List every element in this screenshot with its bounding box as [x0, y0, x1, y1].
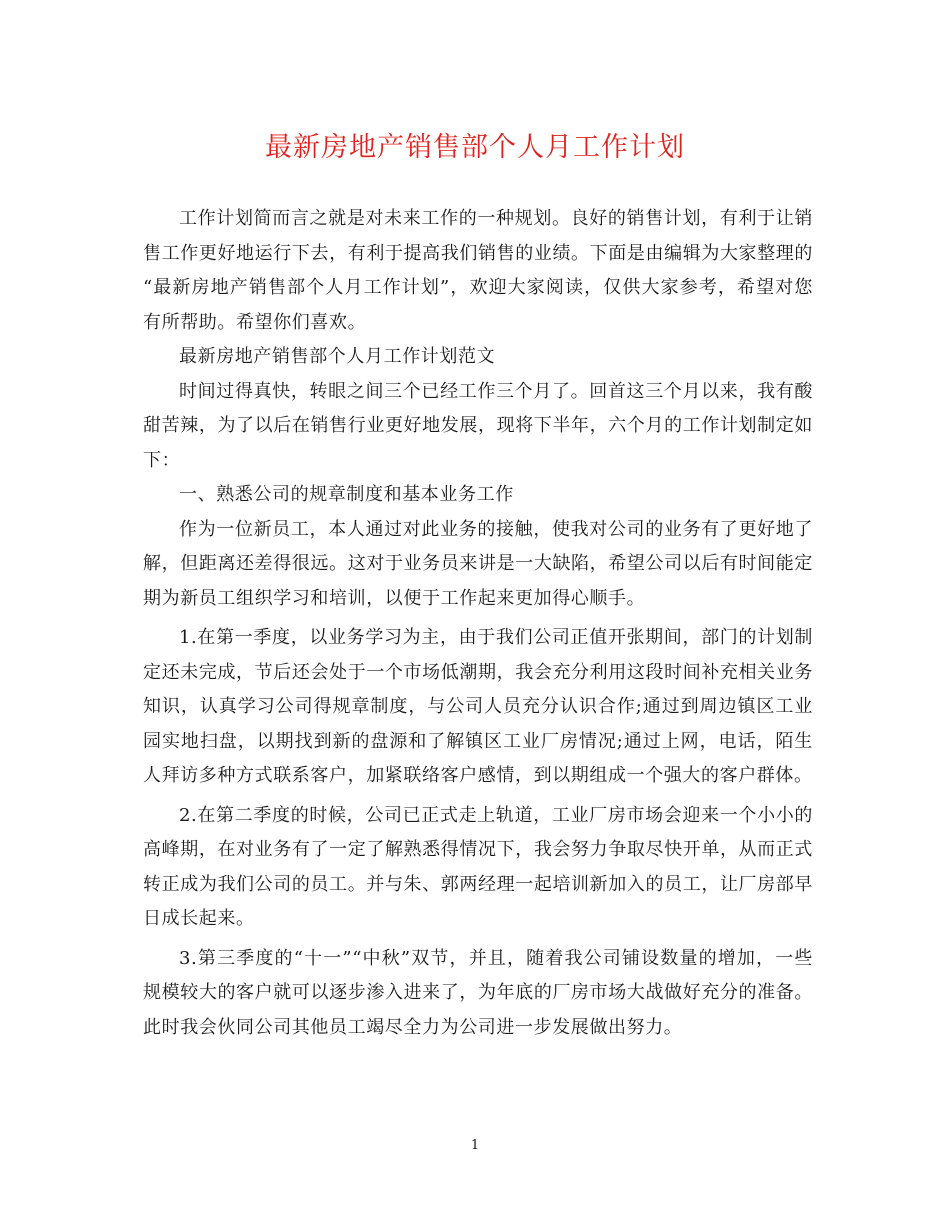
opening-paragraph: 时间过得真快，转眼之间三个已经工作三个月了。回首这三个月以来，我有酸甜苦辣，为了以后在销售行业更好地发展，现将下半年，六个月的工作计划制定如下： — [143, 380, 813, 471]
page-number: 1 — [470, 1138, 480, 1153]
document-title: 最新房地产销售部个人月工作计划 — [265, 132, 685, 163]
document-body — [143, 202, 813, 1045]
quarter-three-paragraph: 3.第三季度的“十一”“中秋”双节，并且，随着我公司铺设数量的增加，一些规模较大的客户就可以逐步渗入进来了，为年底的厂房市场大战做好充分的准备。此时我会伙同公司其他员工竭尽全力为公司进一步发展做出努力。 — [143, 947, 813, 1038]
quarter-two-paragraph: 2.在第二季度的时候，公司已正式走上轨道，工业厂房市场会迎来一个小小的高峰期，在对业务有了一定了解熟悉得情况下，我会努力争取尽快开单，从而正式转正成为我们公司的员工。并与朱、郭两经理一起培训新加入的员工，让厂房部早日成长起来。 — [143, 804, 813, 929]
section-heading: 一、熟悉公司的规章制度和基本业务工作 — [179, 484, 514, 505]
section-paragraph: 作为一位新员工，本人通过对此业务的接触，使我对公司的业务有了更好地了解，但距离还差得很远。这对于业务员来讲是一大缺陷，希望公司以后有时间能定期为新员工组织学习和培训，以便于工作起来更加得心顺手。 — [143, 518, 813, 609]
sample-heading: 最新房地产销售部个人月工作计划范文 — [179, 346, 496, 367]
intro-paragraph: 工作计划简而言之就是对未来工作的一种规划。良好的销售计划，有利于让销售工作更好地运行下去，有利于提高我们销售的业绩。下面是由编辑为大家整理的“最新房地产销售部个人月工作计划”，欢迎大家阅读，仅供大家参考，希望对您有所帮助。希望你们喜欢。 — [143, 208, 813, 333]
quarter-one-paragraph: 1.在第一季度，以业务学习为主，由于我们公司正值开张期间，部门的计划制定还未完成，节后还会处于一个市场低潮期，我会充分利用这段时间补充相关业务知识，认真学习公司得规章制度，与公司人员充分认识合作;通过到周边镇区工业园实地扫盘，以期找到新的盘源和了解镇区工业厂房情况;通过上网，电话，陌生人拜访多种方式联系客户，加紧联络客户感情，到以期组成一个强大的客户群体。 — [143, 627, 813, 786]
